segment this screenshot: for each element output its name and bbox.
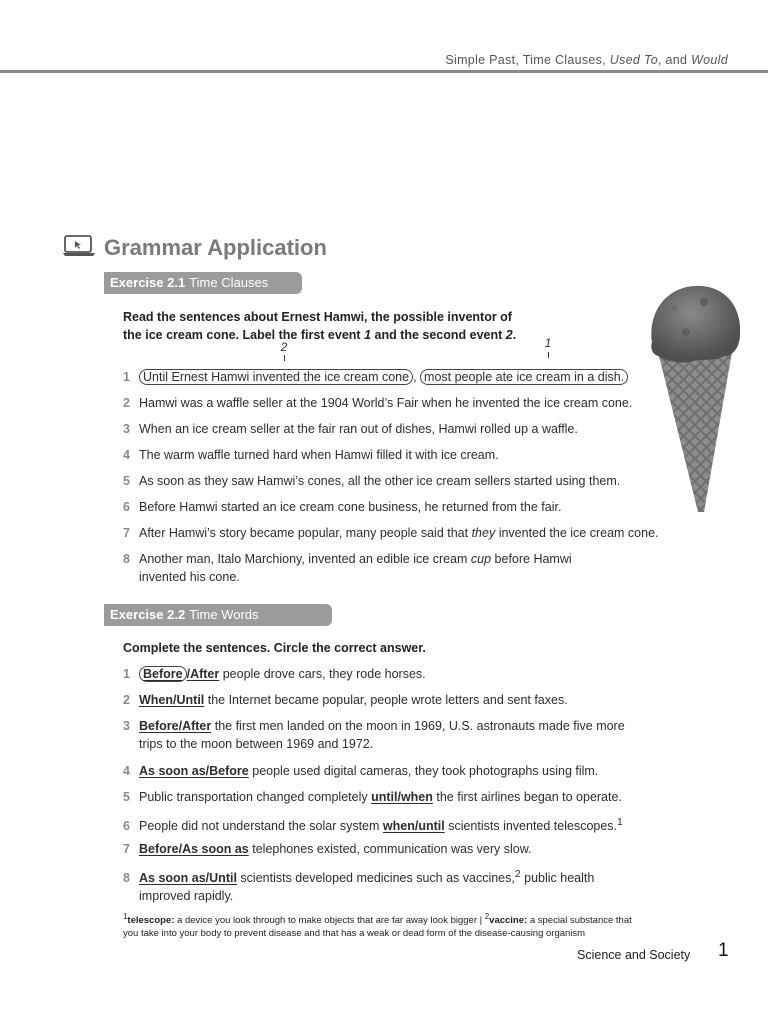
laptop-icon	[62, 235, 96, 257]
event-label-tick	[284, 355, 285, 361]
list-item: 3 Before/After the first men landed on the moon in 1969, U.S. astronauts made five more trips to the moon between 1969 and 1972.	[123, 719, 625, 751]
exercise-2-2-banner: Exercise 2.2 Time Words	[104, 604, 326, 626]
answer-choice[interactable]: As soon as/Before	[139, 764, 249, 778]
event-label-1: 1	[544, 336, 552, 350]
answer-choice[interactable]: Before/After	[139, 719, 212, 733]
list-item: 5 As soon as they saw Hamwi’s cones, all the other ice cream sellers started using them.	[123, 474, 621, 488]
running-header: Simple Past, Time Clauses, Used To, and Would	[445, 53, 728, 67]
list-item: 2 Hamwi was a waffle seller at the 1904 World’s Fair when he invented the ice cream cone.	[123, 396, 633, 410]
circled-answer[interactable]: Before	[139, 666, 187, 682]
list-item: 5 Public transportation changed completely until/when the first airlines began to operate.	[123, 790, 622, 804]
exercise-2-2-instructions: Complete the sentences. Circle the correct answer.	[123, 641, 426, 655]
answer-choice[interactable]: until/when	[371, 790, 433, 804]
event-label-2: 2	[280, 340, 288, 354]
page-number: 1	[718, 940, 729, 961]
footnotes: $^1$telescope: a device you look through to make objects that are far away look bigger | $^2$vaccine: a special substance that you take into your body to prevent disease and that has a weak or dead form of the disease-causing organism	[123, 912, 632, 940]
list-item: 1 Before /After people drove cars, they rode horses.	[123, 667, 426, 681]
ice-cream-cone-image	[644, 272, 744, 534]
answer-choice[interactable]: After	[190, 667, 220, 681]
list-item: 8 As soon as/Until scientists developed medicines such as vaccines,$^2$ public health improved rapidly.	[123, 869, 595, 904]
answer-choice[interactable]: Before/As soon as	[139, 842, 249, 856]
list-item: 6 Before Hamwi started an ice cream cone business, he returned from the fair.	[123, 500, 562, 514]
list-item: 7 Before/As soon as telephones existed, communication was very slow.	[123, 842, 532, 856]
list-item: 6 People did not understand the solar system when/until scientists invented telescopes.$^1$	[123, 817, 623, 834]
list-item: 1 Until Ernest Hamwi invented the ice cream cone , most people ate ice cream in a dish.	[123, 368, 723, 386]
exercise-2-1-instructions: Read the sentences about Ernest Hamwi, the possible inventor of the ice cream cone. Label the first event 1 and the second event 2.	[123, 310, 517, 342]
answer-choice[interactable]: When/Until	[139, 693, 205, 707]
list-item: 3 When an ice cream seller at the fair ran out of dishes, Hamwi rolled up a waffle.	[123, 422, 578, 436]
circled-clause: most people ate ice cream in a dish.	[420, 369, 628, 385]
list-item: 2 When/Until the Internet became popular, people wrote letters and sent faxes.	[123, 693, 568, 707]
exercise-2-1-banner: Exercise 2.1 Time Clauses	[104, 272, 296, 294]
section-title: Grammar Application	[104, 235, 327, 260]
list-item: 8 Another man, Italo Marchiony, invented an edible ice cream cup before Hamwi invented his cone.	[123, 552, 572, 584]
event-label-tick	[548, 352, 549, 358]
footer-book-title: Science and Society	[577, 948, 691, 962]
answer-choice[interactable]: when/until	[382, 819, 445, 834]
list-item: 7 After Hamwi’s story became popular, many people said that they invented the ice cream cone.	[123, 526, 659, 540]
circled-clause: Until Ernest Hamwi invented the ice cream cone	[139, 369, 413, 385]
answer-choice[interactable]: As soon as/Until	[139, 871, 237, 886]
list-item: 4 The warm waffle turned hard when Hamwi filled it with ice cream.	[123, 448, 499, 462]
list-item: 4 As soon as/Before people used digital cameras, they took photographs using film.	[123, 764, 599, 778]
header-divider	[0, 70, 768, 73]
